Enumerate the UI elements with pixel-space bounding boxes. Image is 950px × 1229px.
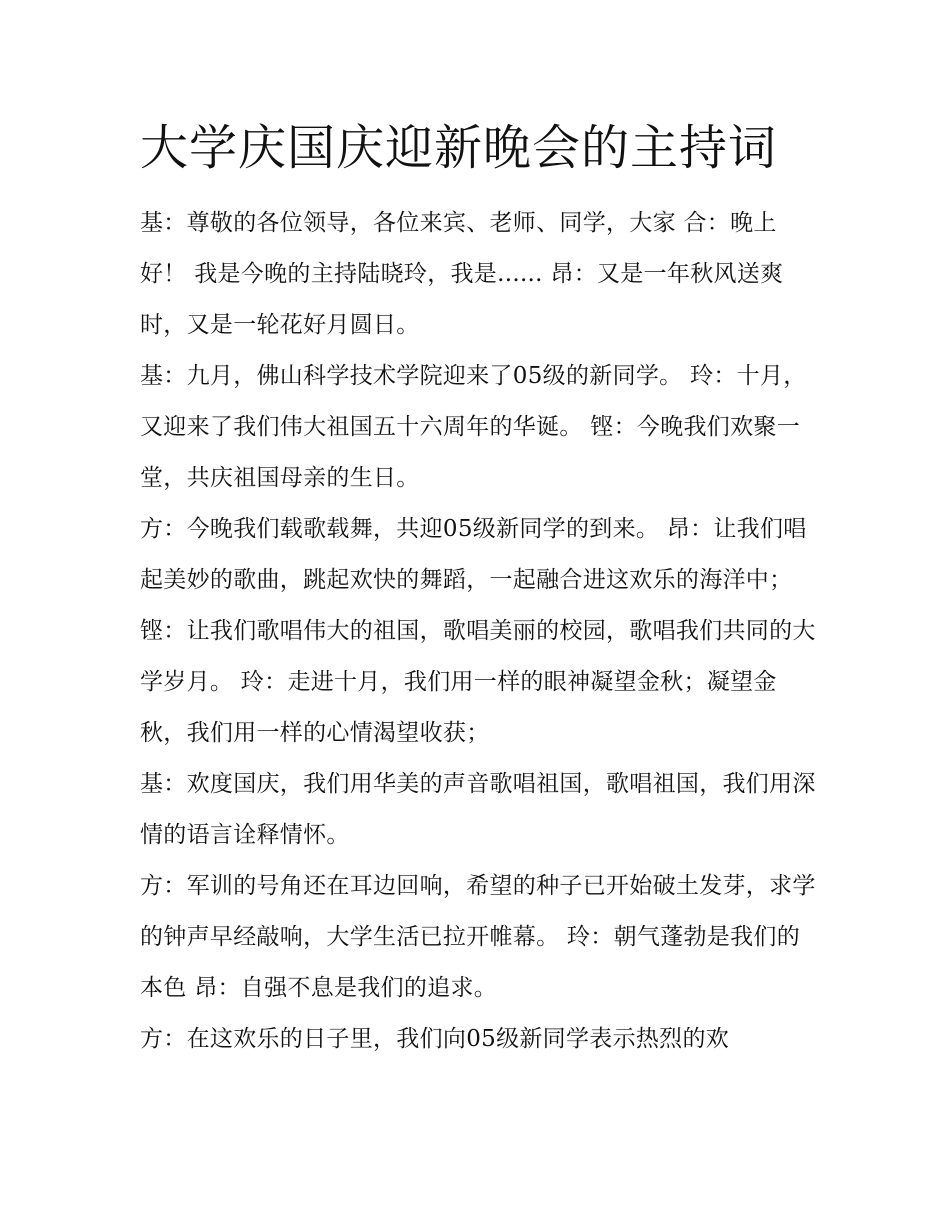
paragraph: 方：在这欢乐的日子里，我们向05级新同学表示热烈的欢: [140, 1026, 730, 1052]
paragraph: 基：尊敬的各位领导，各位来宾、老师、同学，大家 合：晚上好！ 我是今晚的主持陆晓玲，我是...... 昂：又是一年秋风送爽时，又是一轮花好月圆日。: [140, 210, 784, 338]
paragraph: 基：欢度国庆，我们用华美的声音歌唱祖国，歌唱祖国，我们用深情的语言诠释情怀。: [140, 771, 816, 848]
paragraph: 基：九月，佛山科学技术学院迎来了05级的新同学。 玲：十月，又迎来了我们伟大祖国五十六周年的华诞。 铿：今晚我们欢聚一堂，共庆祖国母亲的生日。: [140, 363, 807, 491]
paragraph: 方：军训的号角还在耳边回响，希望的种子已开始破土发芽，求学的钟声早经敲响，大学生活已拉开帷幕。 玲：朝气蓬勃是我们的本色 昂：自强不息是我们的追求。: [140, 873, 816, 1001]
paragraph: 铿：让我们歌唱伟大的祖国，歌唱美丽的校园，歌唱我们共同的大学岁月。 玲：走进十月，我们用一样的眼神凝望金秋；凝望金秋，我们用一样的心情渴望收获；: [140, 618, 816, 746]
document-title: 大学庆国庆迎新晚会的主持词: [140, 120, 778, 176]
document-body: [140, 198, 820, 1065]
paragraph: 方：今晚我们载歌载舞，共迎05级新同学的到来。 昂：让我们唱起美妙的歌曲，跳起欢快的舞蹈，一起融合进这欢乐的海洋中；: [140, 516, 807, 593]
